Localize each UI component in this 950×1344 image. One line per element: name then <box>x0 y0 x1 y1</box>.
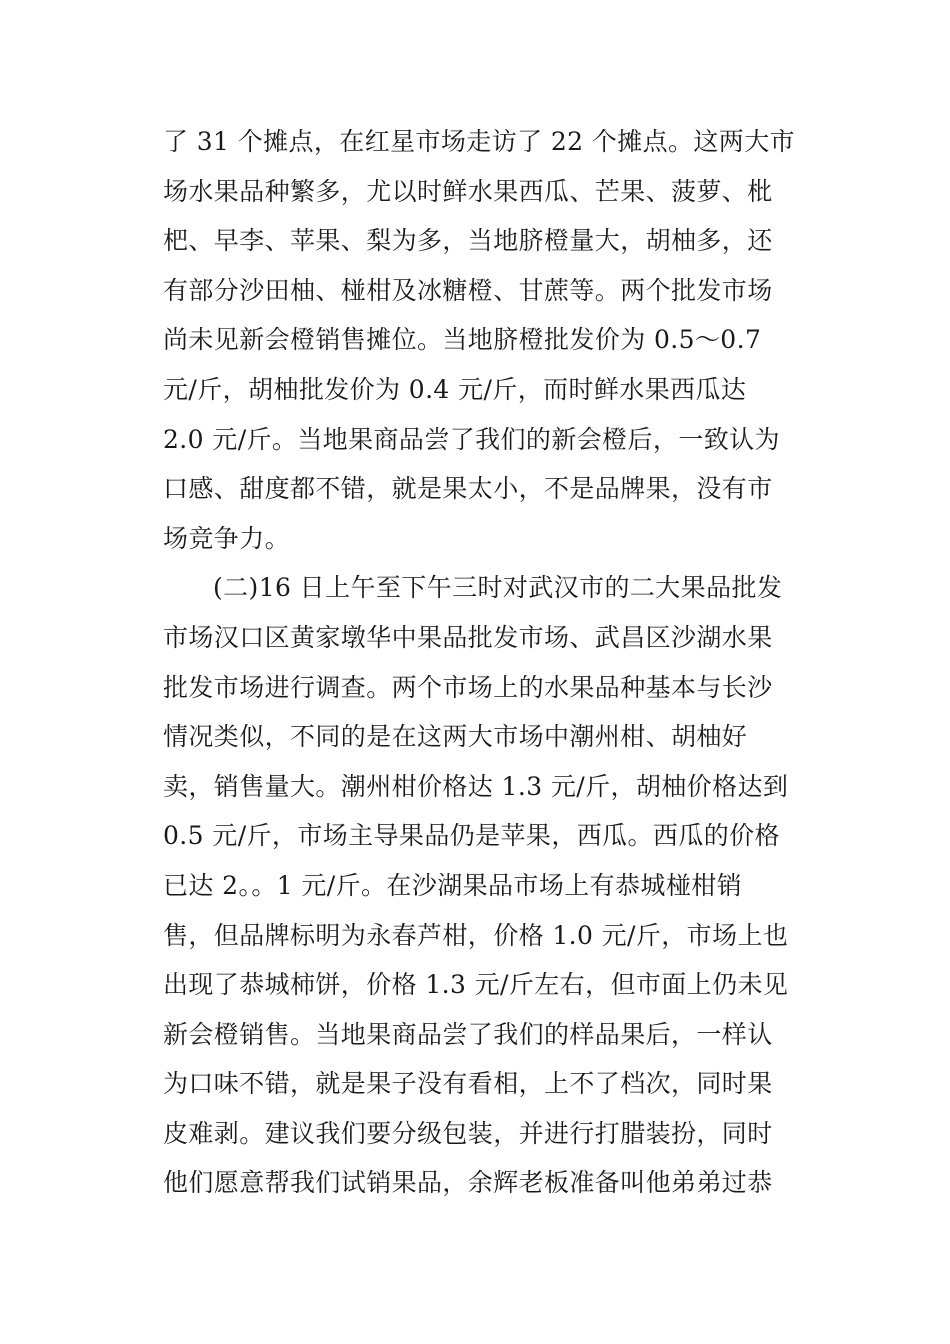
text-line-2: 场水果品种繁多，尤以时鲜水果西瓜、芒果、菠萝、枇 <box>163 176 773 206</box>
text-line-11: 市场汉口区黄家墩华中果品批发市场、武昌区沙湖水果 <box>163 622 773 652</box>
text-line-12: 批发市场进行调查。两个市场上的水果品种基本与长沙 <box>163 672 773 702</box>
text-line-9: 场竞争力。 <box>163 523 291 553</box>
text-line-17: 售，但品牌标明为永春芦柑，价格 1.0 元/斤，市场上也 <box>163 920 789 950</box>
paragraph-start-line: (二)16 日上午至下午三时对武汉市的二大果品批发 <box>213 573 783 603</box>
body-text <box>163 117 803 1208</box>
text-line-21: 皮难剥。建议我们要分级包装，并进行打腊装扮，同时 <box>163 1118 773 1148</box>
text-line-4: 有部分沙田柚、椪柑及冰糖橙、甘蔗等。两个批发市场 <box>163 275 773 305</box>
text-line-14: 卖，销售量大。潮州柑价格达 1.3 元/斤，胡柚价格达到 <box>163 771 789 801</box>
text-line-7: 2.0 元/斤。当地果商品尝了我们的新会橙后，一致认为 <box>163 424 780 454</box>
text-line-16: 已达 2。。1 元/斤。在沙湖果品市场上有恭城椪柑销 <box>163 870 743 900</box>
text-line-15: 0.5 元/斤，市场主导果品仍是苹果，西瓜。西瓜的价格 <box>163 821 780 851</box>
text-line-20: 为口味不错，就是果子没有看相，上不了档次，同时果 <box>163 1069 773 1099</box>
text-line-6: 元/斤，胡柚批发价为 0.4 元/斤，而时鲜水果西瓜达 <box>163 374 747 404</box>
text-line-22: 他们愿意帮我们试销果品，余辉老板准备叫他弟弟过恭 <box>163 1168 773 1198</box>
text-line-1: 了 31 个摊点，在红星市场走访了 22 个摊点。这两大市 <box>163 127 796 156</box>
text-line-5: 尚未见新会橙销售摊位。当地脐橙批发价为 0.5～0.7 <box>163 325 762 355</box>
text-line-8: 口感、甜度都不错，就是果太小，不是品牌果，没有市 <box>163 474 773 504</box>
text-line-19: 新会橙销售。当地果商品尝了我们的样品果后，一样认 <box>163 1019 773 1049</box>
text-line-18: 出现了恭城柿饼，价格 1.3 元/斤左右，但市面上仍未见 <box>163 970 789 1000</box>
text-line-13: 情况类似，不同的是在这两大市场中潮州柑、胡柚好 <box>163 722 748 752</box>
text-line-3: 杷、早李、苹果、梨为多，当地脐橙量大，胡柚多，还 <box>163 226 773 256</box>
